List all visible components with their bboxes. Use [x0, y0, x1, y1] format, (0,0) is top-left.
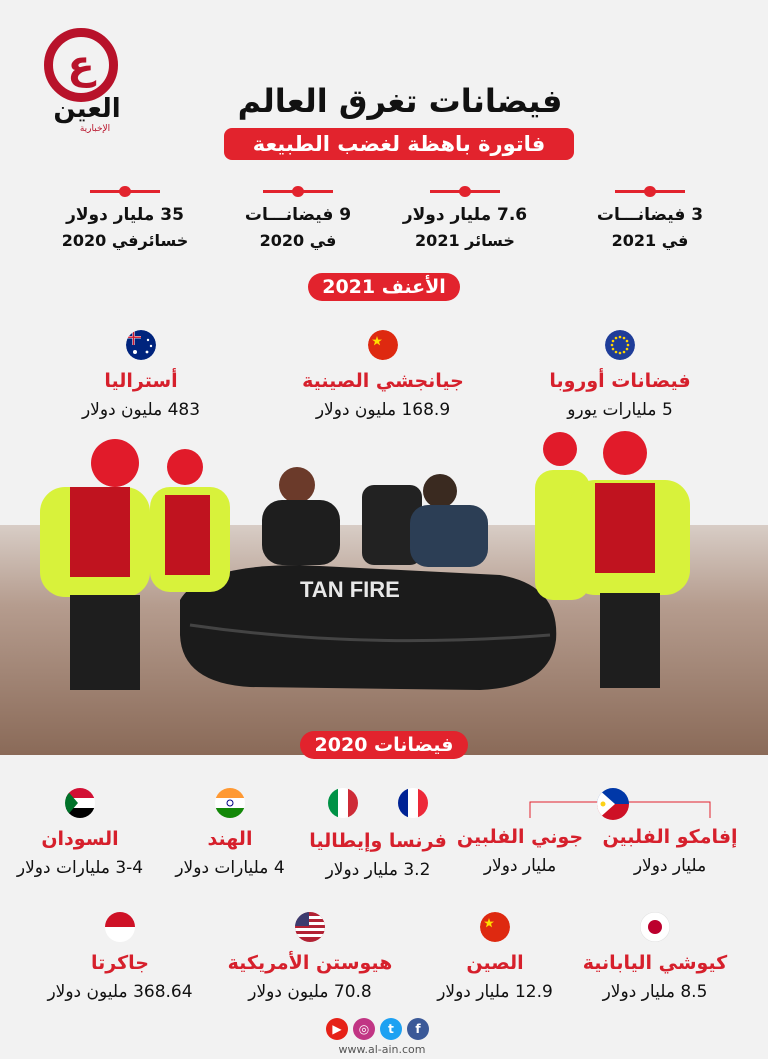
- stat-floods-2020: [213, 190, 383, 250]
- section-2021-title: الأعنف 2021: [308, 273, 460, 301]
- eu-flag-icon: [605, 330, 635, 360]
- item-name: الهند: [207, 828, 253, 850]
- item-name: جيانجشي الصينية: [302, 370, 464, 392]
- china-flag-icon: [368, 330, 398, 360]
- item-value: 483 مليون دولار: [81, 400, 201, 420]
- stat-value: 3 فيضانـــات: [596, 205, 704, 225]
- twitter-icon[interactable]: t: [380, 1018, 402, 1040]
- page-title: فيضانات تغرق العالم: [237, 82, 563, 120]
- item-name: إفامكو الفلبين: [602, 826, 738, 848]
- italy-flag-icon: [328, 788, 358, 818]
- item-name: كيوشي اليابانية: [582, 952, 728, 974]
- japan-flag-icon: [640, 912, 670, 942]
- item-name: جوني الفلبين: [456, 826, 584, 848]
- france-flag-icon: [398, 788, 428, 818]
- item-france-italy: [298, 788, 458, 880]
- item-name: جاكرتا: [91, 952, 149, 974]
- australia-flag-icon: [126, 330, 156, 360]
- item-china: [410, 912, 580, 1002]
- stat-floods-2021: [565, 190, 735, 250]
- item-value: 70.8 مليون دولار: [248, 982, 372, 1002]
- stat-label: خسائرفي 2020: [61, 231, 189, 250]
- stat-divider: [263, 190, 333, 193]
- logo: [44, 28, 118, 102]
- stat-divider: [90, 190, 160, 193]
- item-value: 12.9 مليار دولار: [437, 982, 553, 1002]
- item-value: مليار دولار: [633, 856, 707, 876]
- section-2020-title: فيضانات 2020: [300, 731, 468, 759]
- item-india: [155, 788, 305, 878]
- website-url[interactable]: www.al-ain.com: [338, 1043, 426, 1056]
- item-name: فيضانات أوروبا: [549, 370, 691, 392]
- logo-name: العين: [53, 94, 121, 124]
- item-name: أستراليا: [104, 370, 178, 392]
- item-kyushu-japan: [570, 912, 740, 1002]
- item-value: 168.9 مليون دولار: [315, 400, 451, 420]
- item-jiangxi: [283, 330, 483, 420]
- item-name: فرنسا وإيطاليا: [309, 830, 447, 852]
- logo-subtitle: الإخبارية: [79, 124, 111, 134]
- item-vamco-philippines: [580, 826, 760, 876]
- facebook-icon[interactable]: f: [407, 1018, 429, 1040]
- item-europe: [520, 330, 720, 420]
- china-flag-icon: [480, 912, 510, 942]
- subtitle-banner: فاتورة باهظة لغضب الطبيعة: [224, 128, 574, 160]
- stat-label: خسائر 2021: [415, 231, 515, 250]
- india-flag-icon: [215, 788, 245, 818]
- item-value: 3.2 مليار دولار: [325, 860, 431, 880]
- stat-divider: [430, 190, 500, 193]
- instagram-icon[interactable]: ◎: [353, 1018, 375, 1040]
- item-goni-philippines: [440, 826, 600, 876]
- stat-label: في 2020: [259, 231, 337, 250]
- flags-group: [298, 788, 458, 818]
- item-value: 8.5 مليار دولار: [602, 982, 708, 1002]
- sudan-flag-icon: [65, 788, 95, 818]
- youtube-icon[interactable]: ▶: [326, 1018, 348, 1040]
- item-jakarta: [20, 912, 220, 1002]
- item-name: السودان: [41, 828, 119, 850]
- item-value: مليار دولار: [483, 856, 557, 876]
- stat-label: في 2021: [611, 231, 689, 250]
- rescue-photo: [0, 425, 768, 755]
- logo-mark: ع: [67, 42, 95, 88]
- indonesia-flag-icon: [105, 912, 135, 942]
- item-houston-usa: [215, 912, 405, 1002]
- philippines-flag-icon: [597, 788, 629, 820]
- item-sudan: [5, 788, 155, 878]
- stat-value: 35 مليار دولار: [66, 205, 184, 225]
- boat-label: TAN FIRE: [300, 577, 400, 602]
- stat-losses-2021: [380, 190, 550, 250]
- usa-flag-icon: [295, 912, 325, 942]
- stat-losses-2020: [40, 190, 210, 250]
- item-value: 368.64 مليون دولار: [47, 982, 193, 1002]
- item-value: 3-4 مليارات دولار: [16, 858, 144, 878]
- item-name: الصين: [466, 952, 524, 974]
- item-value: 4 مليارات دولار: [175, 858, 285, 878]
- item-value: 5 مليارات يورو: [567, 400, 673, 420]
- item-australia: [41, 330, 241, 420]
- stat-value: 9 فيضانـــات: [244, 205, 352, 225]
- stat-divider: [615, 190, 685, 193]
- stat-value: 7.6 مليار دولار: [402, 205, 528, 225]
- item-name: هيوستن الأمريكية: [227, 952, 393, 974]
